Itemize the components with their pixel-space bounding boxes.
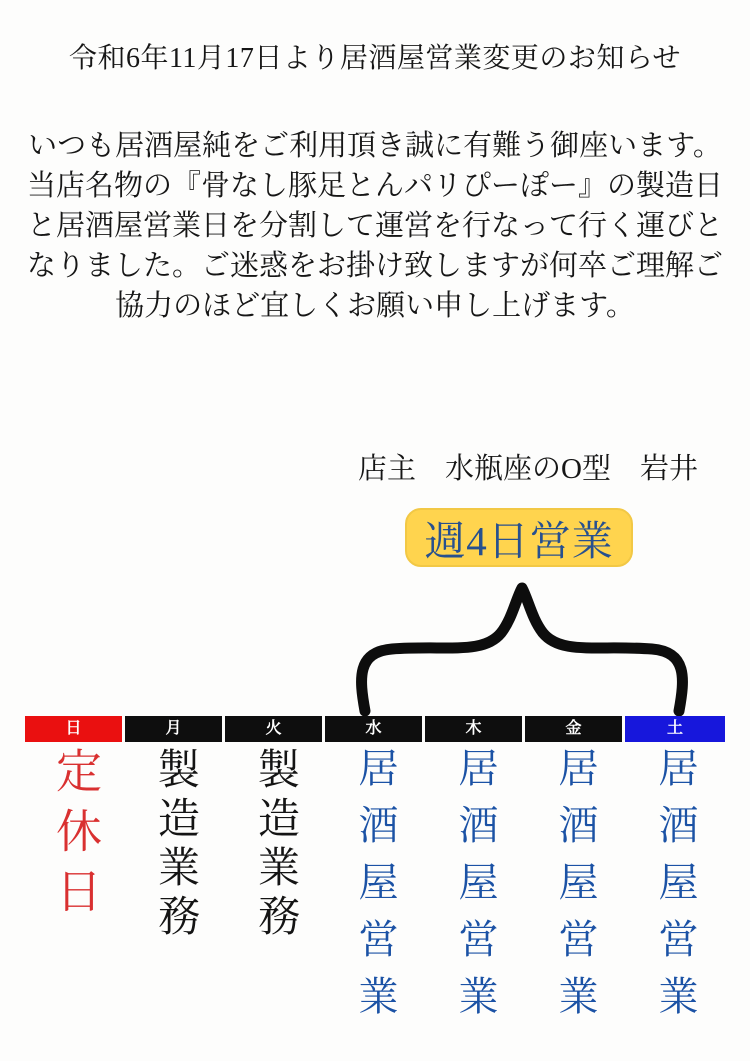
schedule-column-mon (125, 742, 225, 1032)
notice-body (0, 126, 750, 326)
day-header-sat: 土 (625, 716, 725, 742)
curly-brace-icon (350, 582, 695, 716)
day-activity-sun: 定休日 (50, 747, 101, 927)
schedule-column-sat (625, 742, 725, 1032)
day-activity-fri: 居酒屋営業 (553, 747, 598, 1032)
day-header-thu: 木 (425, 716, 525, 742)
body-line: なりました。ご迷惑をお掛け致しますが何卒ご理解ご (26, 250, 723, 282)
schedule-column-wed (325, 742, 425, 1032)
day-header-tue: 火 (225, 716, 325, 742)
day-header-fri: 金 (525, 716, 625, 742)
schedule-column-sun (25, 742, 125, 1032)
schedule-column-tue (225, 742, 325, 1032)
schedule-table (25, 716, 725, 1032)
schedule-column-thu (425, 742, 525, 1032)
day-activity-tue: 製造業務 (252, 747, 298, 943)
body-line: いつも居酒屋純をご利用頂き誠に有難う御座います。 (28, 130, 722, 162)
day-activity-row (25, 742, 725, 1032)
page-title: 令和6年11月17日より居酒屋営業変更のお知らせ (68, 43, 682, 74)
body-line: と居酒屋営業日を分割して運営を行なって行く運びと (26, 210, 723, 242)
body-line: 当店名物の『骨なし豚足とんパリぴーぽー』の製造日 (26, 170, 723, 202)
day-header-row (25, 716, 725, 742)
day-activity-sat: 居酒屋営業 (653, 747, 698, 1032)
day-header-mon: 月 (125, 716, 225, 742)
owner-signature: 店主 水瓶座のO型 岩井 (358, 453, 698, 485)
day-activity-thu: 居酒屋営業 (453, 747, 498, 1032)
brace-path (362, 588, 683, 711)
body-line: 協力のほど宜しくお願い申し上げます。 (115, 290, 635, 322)
day-activity-wed: 居酒屋営業 (353, 747, 398, 1032)
schedule-column-fri (525, 742, 625, 1032)
day-header-sun: 日 (25, 716, 125, 742)
day-header-wed: 水 (325, 716, 425, 742)
weekly-schedule-badge: 週4日営業 (405, 508, 633, 567)
day-activity-mon: 製造業務 (152, 747, 198, 943)
